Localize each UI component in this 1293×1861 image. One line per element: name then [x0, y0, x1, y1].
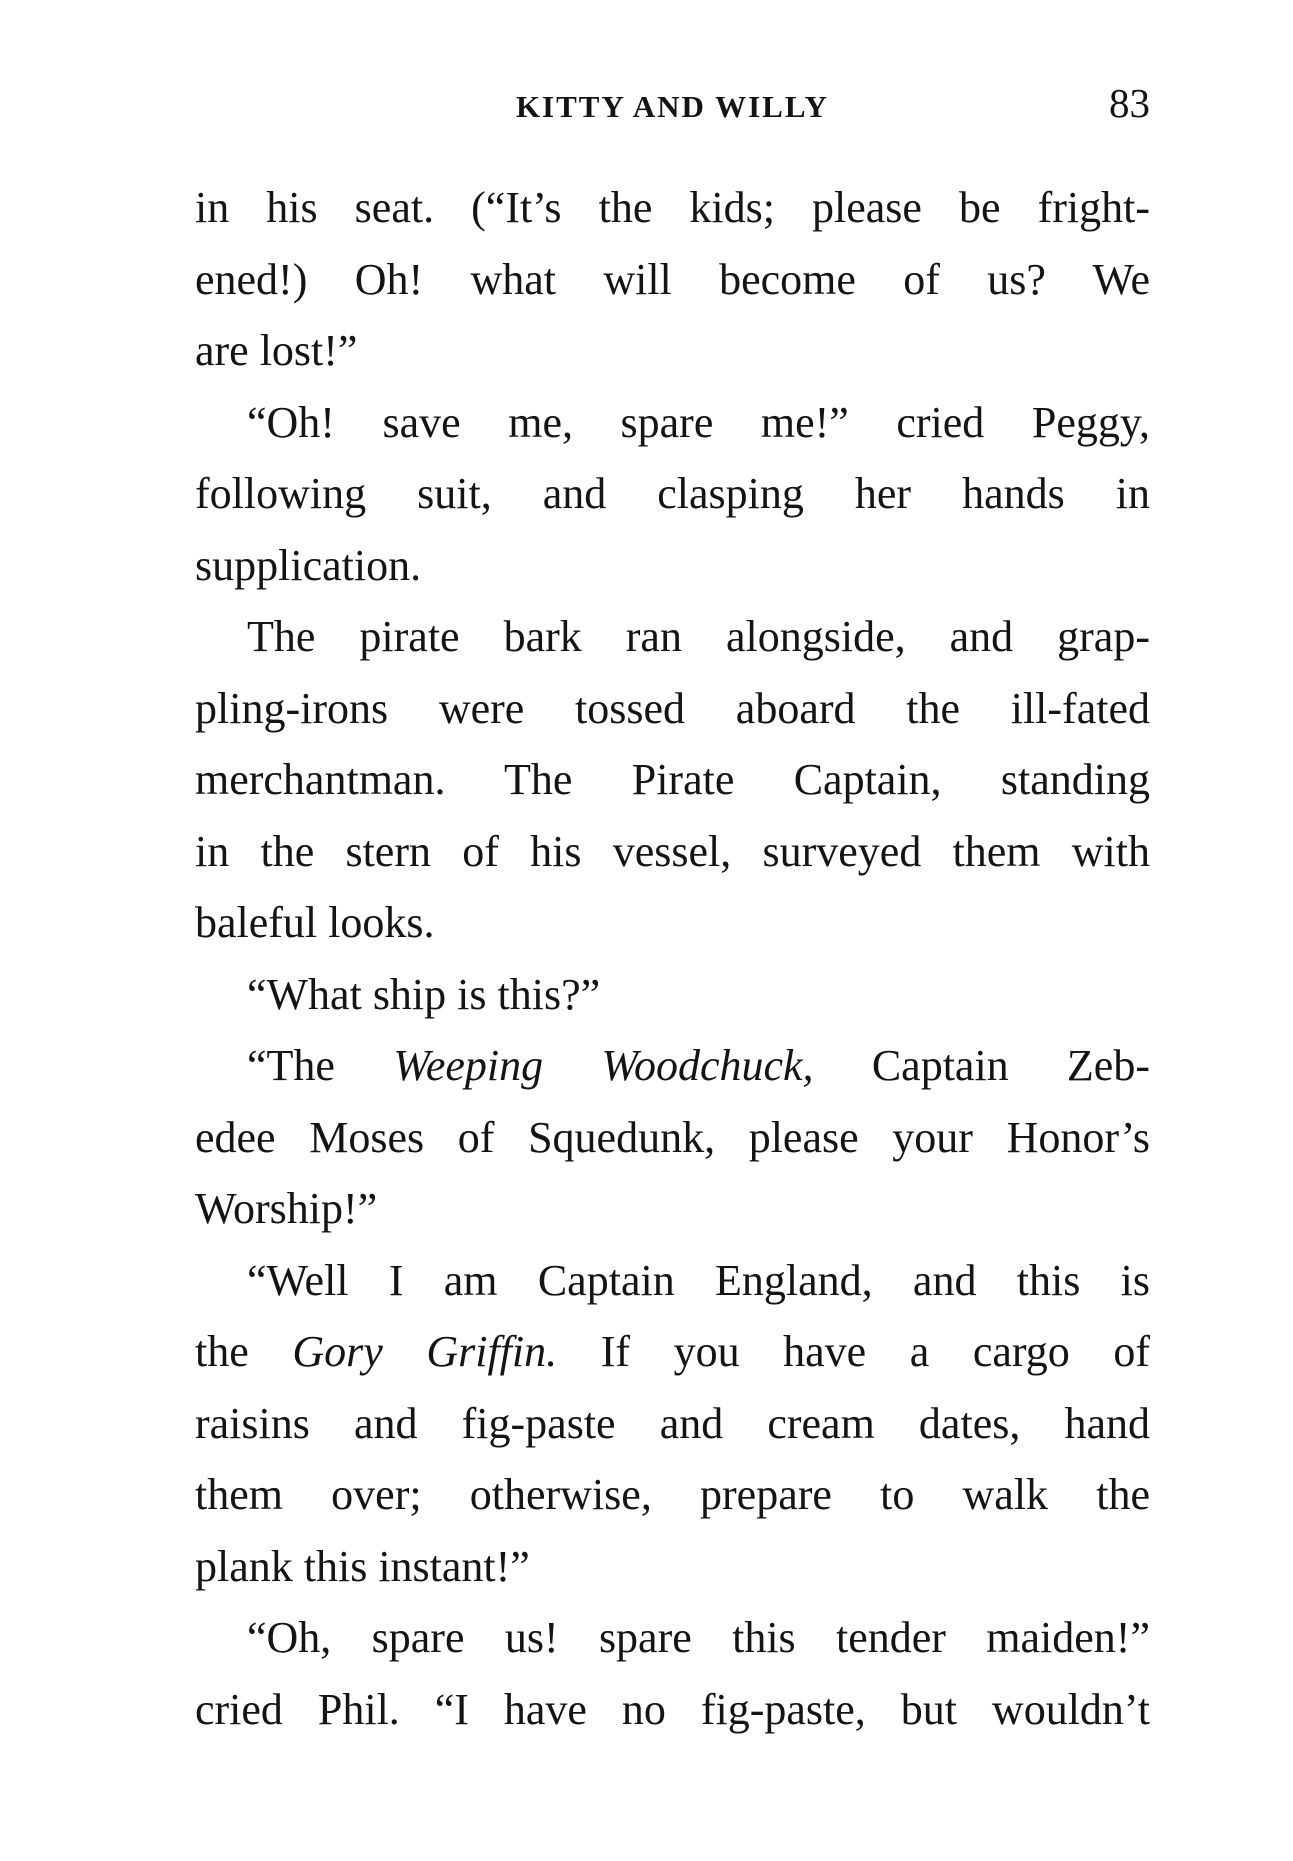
text-line: “Oh, spare us! spare this tender maiden!” — [247, 1613, 1150, 1662]
text-line: cried Phil. “I have no fig-paste, but wouldn’t — [195, 1684, 1150, 1734]
running-title: KITTY AND WILLY — [515, 89, 830, 124]
text-line — [195, 1030, 1150, 1102]
text-run: “The — [247, 1041, 394, 1090]
text-line: ened!) Oh! what will become of us? We — [195, 254, 1150, 304]
text-line: supplication. — [195, 540, 422, 590]
text-line: raisins and fig-paste and cream dates, hand — [195, 1398, 1150, 1448]
text-line: merchantman. The Pirate Captain, standing — [195, 755, 1150, 804]
text-run: Captain Zeb- — [813, 1041, 1150, 1090]
text-run: If you have a cargo of — [557, 1327, 1150, 1376]
page-number: 83 — [1109, 80, 1150, 126]
text-line: pling-irons were tossed aboard the ill-fated — [195, 683, 1150, 733]
text-line: in the stern of his vessel, surveyed them with — [195, 826, 1150, 876]
running-head — [195, 82, 1150, 132]
text-line — [195, 1316, 1150, 1388]
text-line: “What ship is this?” — [247, 969, 601, 1019]
text-line: baleful looks. — [195, 898, 435, 947]
text-line: Worship!” — [195, 1184, 378, 1233]
italic-ship-name: Weeping Woodchuck, — [393, 1041, 814, 1090]
text-line: are lost!” — [195, 326, 358, 375]
text-line: “Oh! save me, spare me!” cried Peggy, — [247, 397, 1150, 447]
text-line: The pirate bark ran alongside, and grap- — [247, 612, 1150, 661]
text-run: the — [195, 1327, 293, 1376]
text-line: them over; otherwise, prepare to walk the — [195, 1470, 1150, 1519]
text-line: following suit, and clasping her hands in — [195, 469, 1150, 518]
text-line: “Well I am Captain England, and this is — [247, 1255, 1150, 1305]
body-text — [195, 172, 1150, 1745]
opening-paragraphs — [195, 172, 1150, 1030]
text-line: in his seat. (“It’s the kids; please be fright- — [195, 183, 1150, 232]
italic-ship-name: Gory Griffin. — [292, 1327, 558, 1376]
text-line: edee Moses of Squedunk, please your Honor’s — [195, 1112, 1150, 1162]
text-line: plank this instant!” — [195, 1541, 530, 1591]
